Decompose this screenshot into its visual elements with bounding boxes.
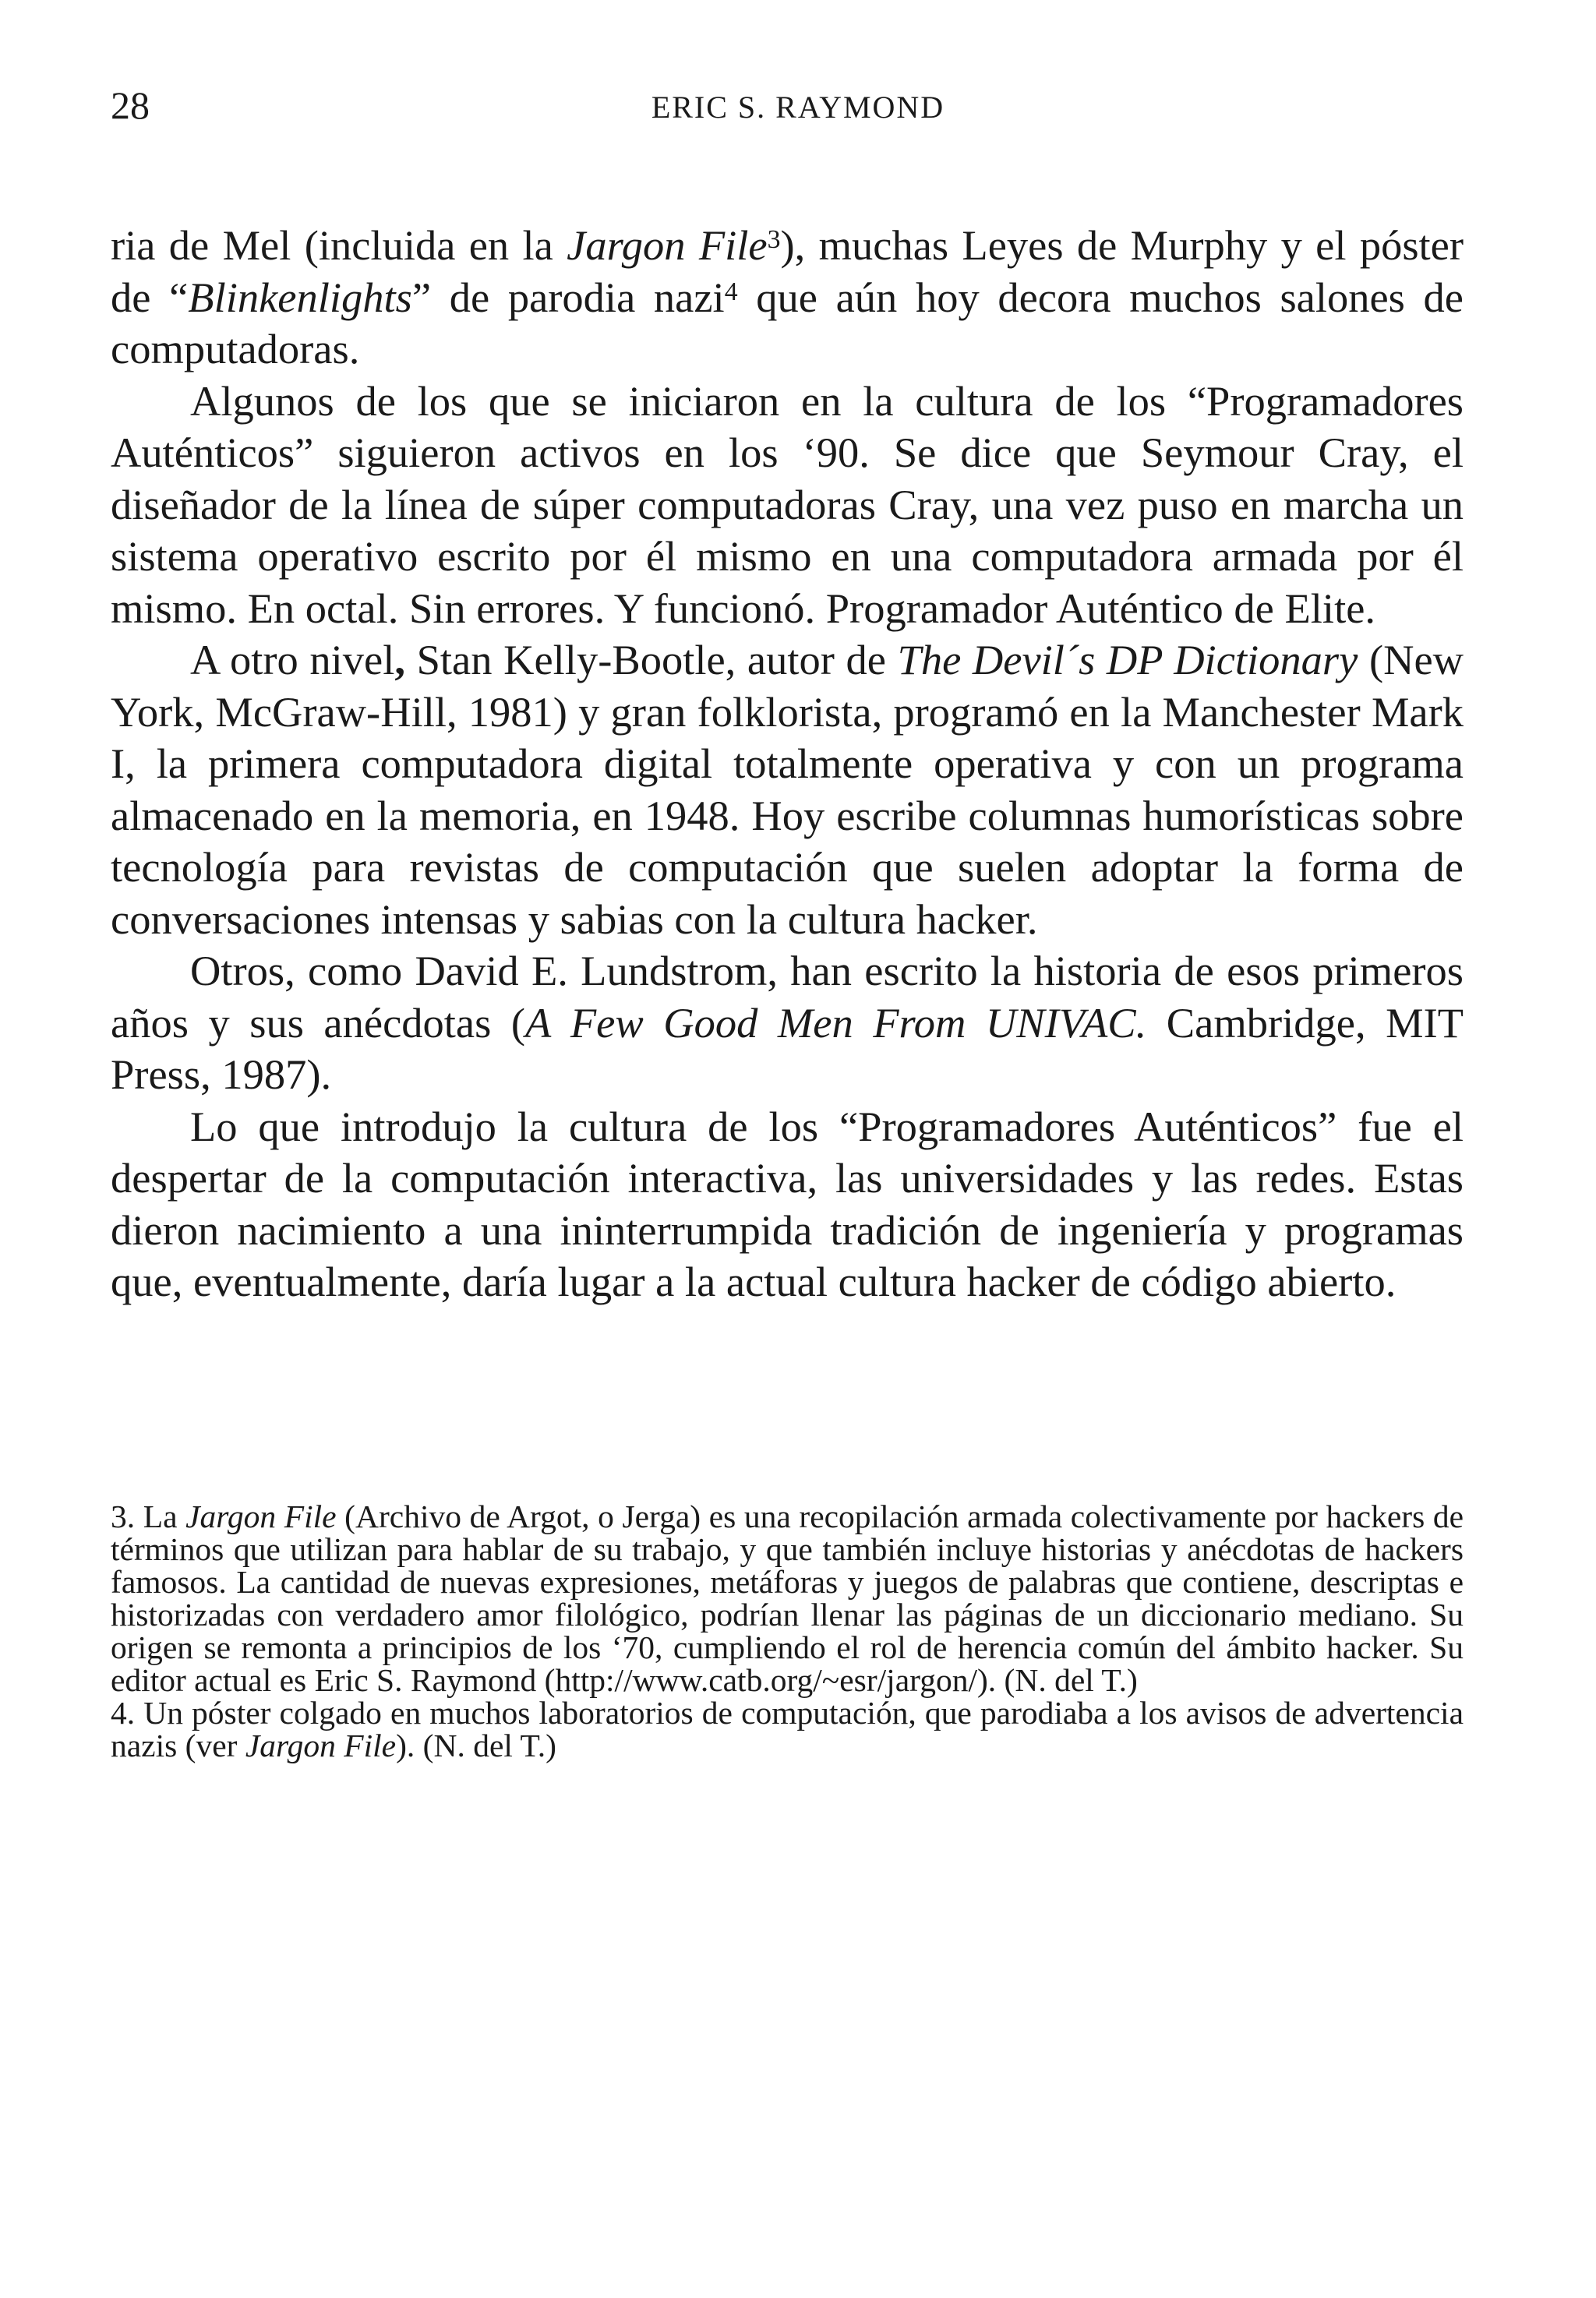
footnote-3	[111, 1500, 1464, 1696]
footnote-ref-4[interactable]: 4	[724, 277, 738, 306]
text-run: ria de Mel (incluida en la	[111, 221, 567, 269]
text-run: 3. La	[111, 1498, 186, 1534]
italic-title: Blinkenlights	[188, 273, 412, 321]
text-run: Otros, como David E. Lundstrom, han escrito la historia de esos primeros años y sus anécdotas (	[111, 947, 1464, 1047]
italic-title: Jargon File	[185, 1498, 337, 1534]
paragraph-4	[111, 945, 1464, 1101]
footnote-4	[111, 1696, 1464, 1762]
footnotes	[111, 1500, 1464, 1762]
paragraph-1	[111, 220, 1464, 376]
italic-title: A Few Good Men From UNIVAC.	[525, 998, 1147, 1047]
text-run: A otro nivel	[190, 636, 395, 683]
text-run: Stan Kelly-Bootle, autor de	[404, 636, 898, 683]
paragraph-3	[111, 634, 1464, 945]
body-text	[111, 220, 1464, 1308]
footnote-ref-3[interactable]: 3	[767, 224, 781, 254]
text-run: (New York, McGraw-Hill, 1981) y gran folklorista, programó en la Manchester Mark I, la primera computadora digital totalmente operativa y con un programa almacenado en la memoria, en 1948. Hoy escribe columnas humorísticas sobre tecnología para revistas de computación que suelen adoptar la forma de conversaciones intensas y sabias con la cultura hacker.	[111, 636, 1464, 943]
text-run: (Archivo de Argot, o Jerga) es una recopilación armada colectivamente por hackers de términos que utilizan para hablar de su trabajo, y que también incluye historias y anécdotas de hackers famosos. La cantidad de nuevas expresiones, metáforas y juegos de palabras que contiene, descriptas e historizadas con verdadero amor filológico, podrían llenar las páginas de un diccionario mediano. Su origen se remonta a principios de los ‘70, cumpliendo el rol de herencia común del ámbito hacker. Su editor actual es Eric S. Raymond (http://www.catb.org/~esr/jargon/). (N. del T.)	[111, 1498, 1464, 1698]
italic-title: Jargon File	[567, 221, 768, 269]
text-run: ). (N. del T.)	[396, 1728, 556, 1763]
paragraph-5: Lo que introdujo la cultura de los “Programadores Auténticos” fue el despertar de la computación interactiva, las universidades y las redes. Estas dieron nacimiento a una ininterrumpida tradición de ingeniería y programas que, eventualmente, daría lugar a la actual cultura hacker de código abierto.	[111, 1102, 1464, 1305]
running-head: ERIC S. RAYMOND	[651, 90, 945, 125]
page-number: 28	[111, 83, 150, 127]
italic-title: Jargon File	[245, 1728, 397, 1763]
italic-title: The Devil´s DP Dictionary	[897, 636, 1358, 683]
text-run: Cambridge, MIT Press, 1987).	[111, 998, 1464, 1098]
text-run: que aún hoy decora muchos salones de computadoras.	[111, 273, 1464, 372]
paragraph-2: Algunos de los que se iniciaron en la cultura de los “Programadores Auténticos” siguieron activos en los ‘90. Se dice que Seymour Cray, el diseñador de la línea de súper computadoras Cray, una vez puso en marcha un sistema operativo escrito por él mismo en una computadora armada por él mismo. En octal. Sin errores. Y funcionó. Programador Auténtico de Elite.	[111, 376, 1464, 632]
text-run: ” de parodia nazi	[411, 273, 725, 321]
text-run: ), muchas Leyes de Murphy y el póster de “	[111, 221, 1464, 321]
bold-comma: ,	[394, 636, 405, 683]
page-header	[111, 78, 1485, 140]
text-run: 4. Un póster colgado en muchos laboratorios de computación, que parodiaba a los avisos de advertencia nazis (ver	[111, 1695, 1464, 1763]
